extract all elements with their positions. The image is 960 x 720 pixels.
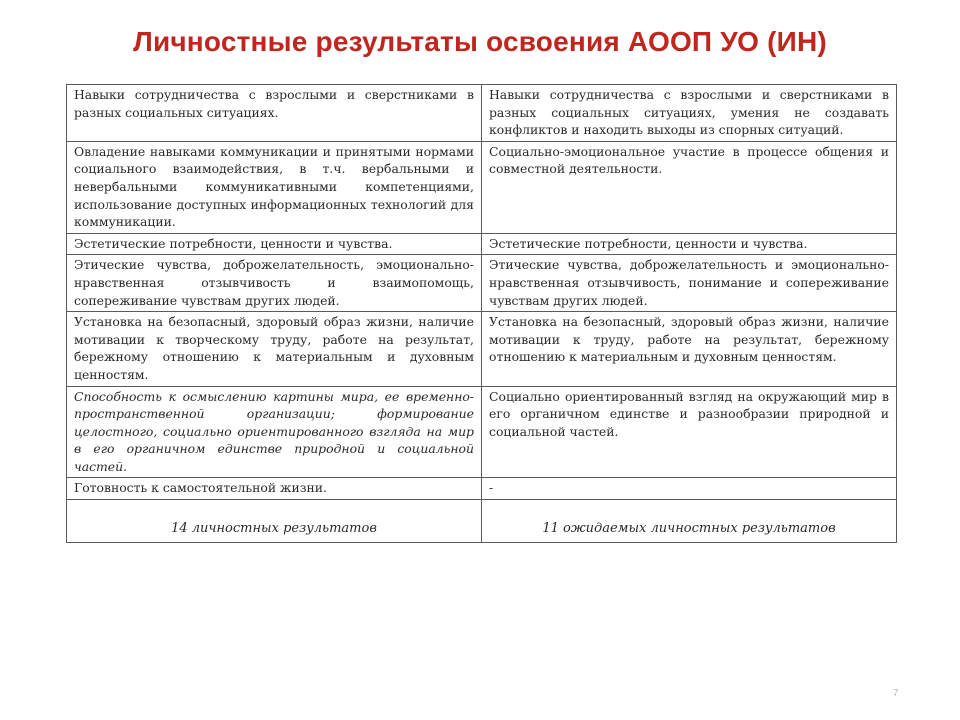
table-row: [67, 478, 897, 500]
left-footer-cell: 14 личностных результатов: [67, 500, 482, 543]
right-cell: Эстетические потребности, ценности и чувства.: [482, 233, 897, 255]
left-cell: Эстетические потребности, ценности и чувства.: [67, 233, 482, 255]
left-cell: Этические чувства, доброжелательность, эмоционально-нравственная отзывчивость и взаимопомощь, сопереживание чувствам других людей.: [67, 255, 482, 312]
right-cell: Установка на безопасный, здоровый образ жизни, наличие мотивации к труду, работе на результат, бережному отношению к материальным и духовным ценностям.: [482, 312, 897, 386]
table-footer-row: [67, 500, 897, 543]
comparison-table-wrapper: [66, 84, 894, 543]
table-row: [67, 255, 897, 312]
page-number: 7: [893, 688, 899, 699]
table-row: [67, 233, 897, 255]
left-cell: Готовность к самостоятельной жизни.: [67, 478, 482, 500]
left-cell: Способность к осмыслению картины мира, ее временно-пространственной организации; формирование целостного, социально ориентированного взгляда на мир в его органичном единстве природной и социальной частей.: [67, 386, 482, 478]
right-cell: Социально ориентированный взгляд на окружающий мир в его органичном единстве и разнообразии природной и социальной частей.: [482, 386, 897, 478]
table-row: [67, 141, 897, 233]
table-row: [67, 85, 897, 142]
left-cell: Овладение навыками коммуникации и принятыми нормами социального взаимодействия, в т.ч. вербальными и невербальными коммуникативными компетенциями, использование доступных информационных технологий для коммуникации.: [67, 141, 482, 233]
right-footer-cell: 11 ожидаемых личностных результатов: [482, 500, 897, 543]
table-row: [67, 312, 897, 386]
right-cell: Навыки сотрудничества с взрослыми и сверстниками в разных социальных ситуациях, умения не создавать конфликтов и находить выходы из спорных ситуаций.: [482, 85, 897, 142]
right-cell: -: [482, 478, 897, 500]
right-cell: Этические чувства, доброжелательность и эмоционально-нравственная отзывчивость, понимание и сопереживание чувствам других людей.: [482, 255, 897, 312]
left-cell: Установка на безопасный, здоровый образ жизни, наличие мотивации к творческому труду, работе на результат, бережному отношению к материальным и духовным ценностям.: [67, 312, 482, 386]
comparison-table: [66, 84, 897, 543]
left-cell: Навыки сотрудничества с взрослыми и сверстниками в разных социальных ситуациях.: [67, 85, 482, 142]
right-cell: Социально-эмоциональное участие в процессе общения и совместной деятельности.: [482, 141, 897, 233]
table-row: [67, 386, 897, 478]
slide-title: Личностные результаты освоения АООП УО (ИН): [133, 26, 827, 57]
